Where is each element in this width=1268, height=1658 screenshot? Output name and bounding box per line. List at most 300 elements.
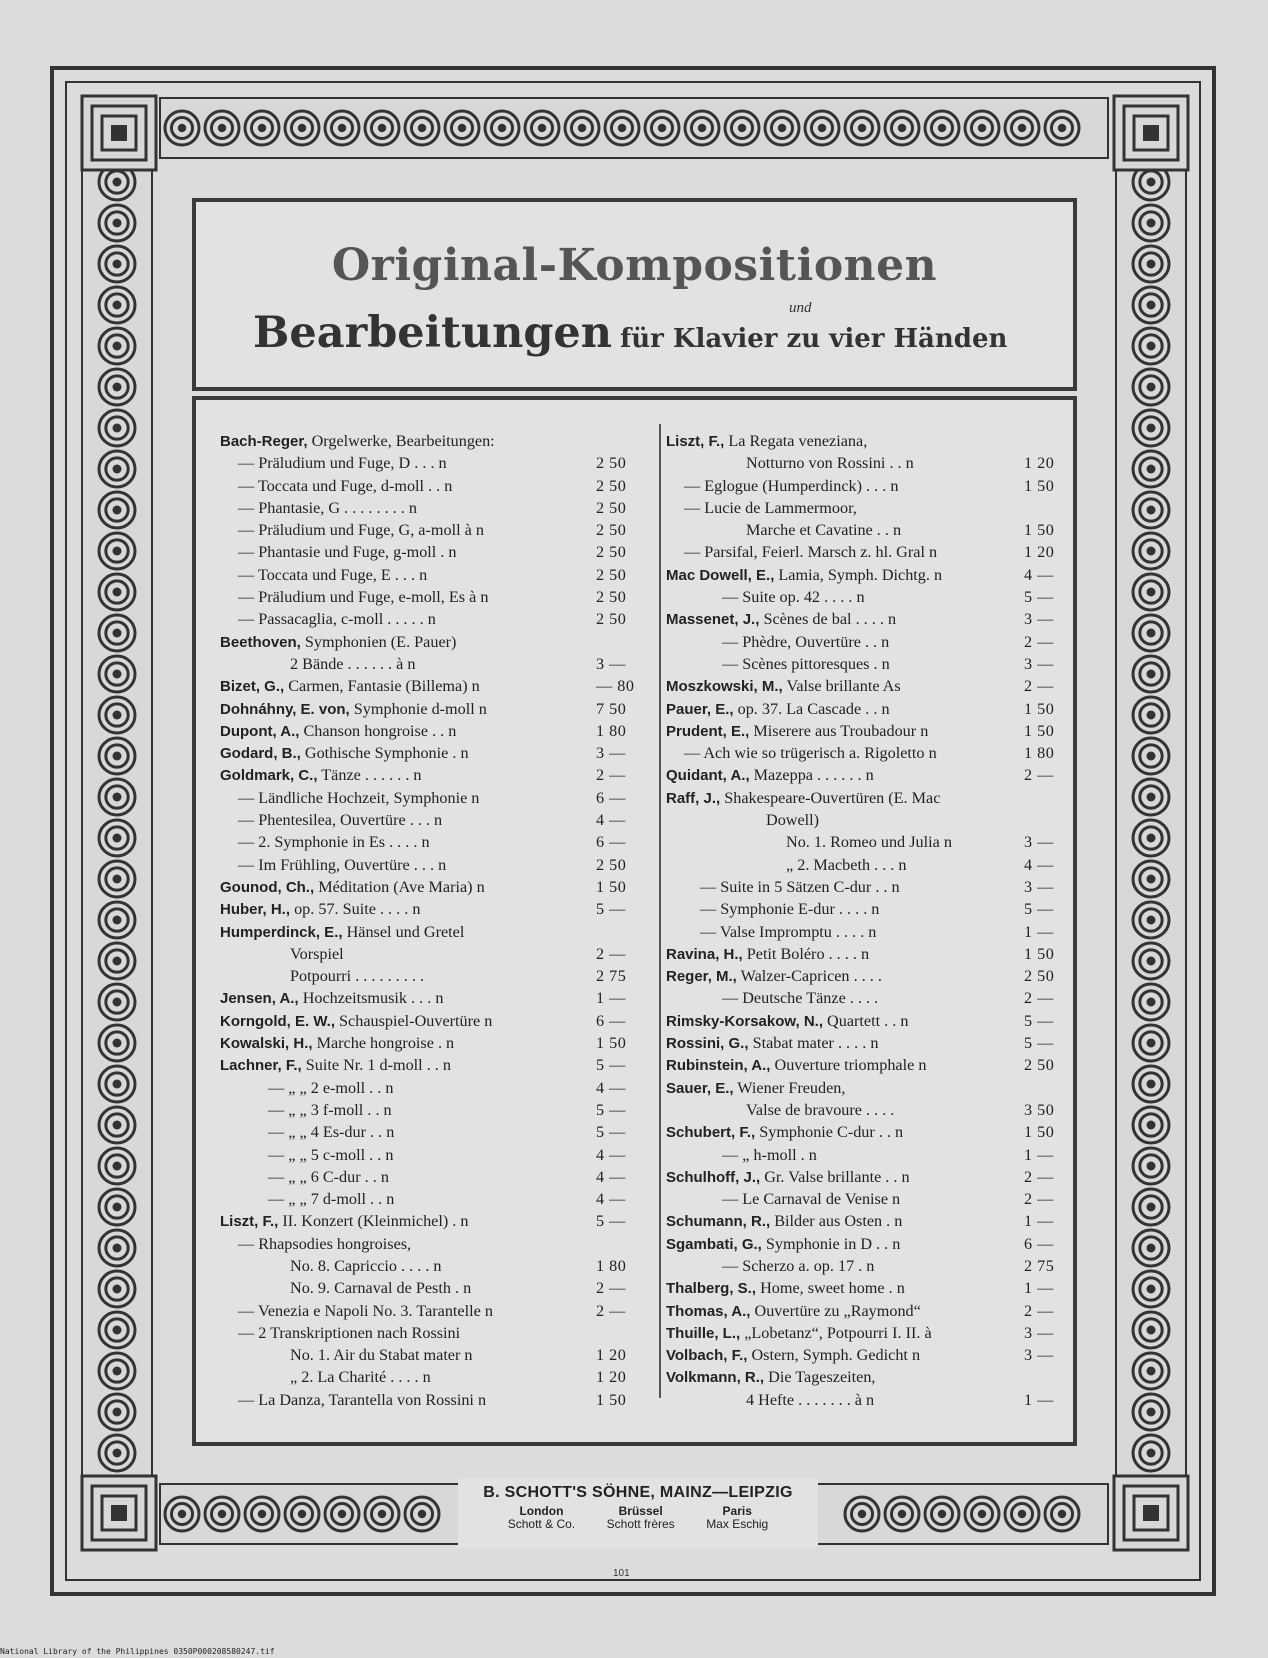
entry-title — [238, 787, 479, 809]
entry-title — [666, 698, 890, 721]
firm-name: Schott frères — [606, 1517, 675, 1531]
catalog-entry — [666, 1099, 1068, 1121]
entry-price: 5 — — [596, 1100, 626, 1119]
entry-title — [666, 787, 940, 810]
entry-title — [220, 720, 456, 743]
catalog-entry — [220, 497, 640, 519]
catalog-entry — [666, 653, 1068, 675]
catalog-entry — [220, 1054, 640, 1076]
catalog-entry — [220, 987, 640, 1009]
catalog-entry — [666, 608, 1068, 630]
work-title: — Toccata und Fuge, E . . . n — [238, 565, 428, 584]
work-title: Home, sweet home . n — [756, 1279, 905, 1298]
work-title: — Präludium und Fuge, D . . . n — [238, 454, 447, 473]
catalog-entry — [666, 764, 1068, 786]
title-box — [192, 198, 1077, 391]
entry-price: 1 — — [1024, 1279, 1054, 1298]
composer-name: Ravina, H., — [666, 945, 743, 963]
entry-title — [722, 1144, 817, 1166]
work-title: Hänsel und Gretel — [342, 922, 465, 941]
entry-price: 2 75 — [596, 967, 627, 986]
entry-title — [220, 1210, 468, 1233]
work-title: Hochzeitsmusik . . . n — [298, 989, 444, 1008]
catalog-entry — [666, 1322, 1068, 1344]
work-title: Symphonie C-dur . . n — [755, 1123, 904, 1142]
catalog-entry — [220, 854, 640, 876]
entry-title — [722, 1255, 874, 1277]
composer-name: Schulhoff, J., — [666, 1168, 761, 1186]
library-caption: National Library of the Philippines 0350P000208580247.tif — [0, 1647, 275, 1656]
entry-title — [220, 921, 464, 944]
catalog-entry — [666, 1300, 1068, 1322]
right-column — [666, 430, 1068, 1411]
catalog-entry — [666, 1188, 1068, 1210]
work-title: — Deutsche Tänze . . . . — [722, 989, 879, 1008]
publisher-city — [706, 1505, 768, 1531]
entry-price: 2 50 — [596, 521, 627, 540]
entry-title — [666, 1233, 900, 1256]
composer-name: Beethoven, — [220, 633, 301, 651]
entry-price: 6 — — [596, 1011, 626, 1030]
catalog-entry — [666, 452, 1068, 474]
entry-price: 3 — — [1024, 610, 1054, 629]
entry-title — [666, 1366, 875, 1389]
catalog-entry — [220, 764, 640, 786]
work-title: No. 8. Capriccio . . . . n — [290, 1256, 442, 1275]
catalog-entry — [220, 1077, 640, 1099]
catalog-entry — [666, 1389, 1068, 1411]
work-title: Walzer-Capricen . . . . — [736, 967, 882, 986]
work-title: Die Tageszeiten, — [764, 1368, 876, 1387]
entry-title — [666, 764, 874, 787]
composer-name: Bizet, G., — [220, 678, 285, 696]
entry-price: 3 — — [1024, 833, 1054, 852]
title-sub-big: Bearbeitungen — [253, 308, 613, 358]
entry-title — [666, 1277, 905, 1300]
catalog-entry — [666, 854, 1068, 876]
entry-price: 1 — — [1024, 922, 1054, 941]
entry-price: 4 — — [596, 1167, 626, 1186]
catalog-entry — [666, 1010, 1068, 1032]
work-title: — Ach wie so trügerisch a. Rigoletto n — [684, 744, 937, 763]
work-title: — Präludium und Fuge, e-moll, Es à n — [238, 588, 489, 607]
work-title: — Phantasie und Fuge, g-moll . n — [238, 543, 457, 562]
work-title: „ 2. La Charité . . . . n — [290, 1368, 431, 1387]
composer-name: Gounod, Ch., — [220, 878, 315, 896]
work-title: Symphonie d-moll n — [349, 699, 487, 718]
work-title: Stabat mater . . . . n — [748, 1034, 879, 1053]
entry-title — [666, 1166, 910, 1189]
work-title: — Parsifal, Feierl. Marsch z. hl. Gral n — [684, 543, 938, 562]
composer-name: Reger, M., — [666, 968, 737, 986]
work-title: — Passacaglia, c-moll . . . . . n — [238, 610, 436, 629]
work-title: 2 Bände . . . . . . à n — [290, 654, 416, 673]
work-title: — Valse Impromptu . . . . n — [700, 922, 877, 941]
catalog-entry — [666, 1121, 1068, 1143]
entry-title — [268, 1077, 393, 1099]
entry-price: 1 20 — [596, 1346, 627, 1365]
work-title: „Lobetanz“, Potpourri I. II. à — [740, 1323, 932, 1342]
work-title: „ 2. Macbeth . . . n — [786, 855, 907, 874]
catalog-entry — [220, 1188, 640, 1210]
work-title: Notturno von Rossini . . n — [746, 454, 914, 473]
catalog-entry — [666, 809, 1068, 831]
entry-title — [666, 1121, 903, 1144]
entry-price: 1 50 — [1024, 699, 1055, 718]
catalog-entry — [220, 541, 640, 563]
entry-price: 2 50 — [596, 588, 627, 607]
entry-title — [268, 1099, 392, 1121]
entry-price: 5 — — [1024, 1034, 1054, 1053]
work-title: Shakespeare-Ouvertüren (E. Mac — [720, 788, 941, 807]
catalog-entry — [666, 430, 1068, 452]
entry-price: 2 — — [596, 766, 626, 785]
entry-price: 4 — — [1024, 855, 1054, 874]
work-title: — „ „ 6 C-dur . . n — [268, 1167, 389, 1186]
work-title: — Phentesilea, Ouvertüre . . . n — [238, 811, 443, 830]
publisher-box — [458, 1478, 818, 1548]
entry-price: 1 — — [596, 989, 626, 1008]
entry-title — [684, 541, 937, 563]
work-title: No. 1. Romeo und Julia n — [786, 833, 952, 852]
composer-name: Moszkowski, M., — [666, 678, 783, 696]
entry-title — [722, 586, 865, 608]
entry-price: 2 — — [1024, 1167, 1054, 1186]
entry-title — [786, 831, 952, 853]
work-title: — Toccata und Fuge, d-moll . . n — [238, 476, 453, 495]
catalog-entry — [666, 631, 1068, 653]
work-title: La Regata veneziana, — [724, 432, 868, 450]
work-title: Orgelwerke, Bearbeitungen: — [307, 432, 495, 450]
entry-title — [268, 1188, 394, 1210]
entry-price: 2 50 — [596, 476, 627, 495]
plate-number: 101 — [613, 1568, 630, 1579]
entry-price: 2 — — [1024, 989, 1054, 1008]
entry-price: 4 — — [596, 1145, 626, 1164]
work-title: — „ „ 4 Es-dur . . n — [268, 1123, 395, 1142]
entry-price: 1 80 — [596, 1256, 627, 1275]
entry-price: 2 50 — [1024, 1056, 1055, 1075]
entry-title — [666, 1010, 908, 1033]
work-title: Lamia, Symph. Dichtg. n — [774, 565, 943, 584]
catalog-entry — [666, 1255, 1068, 1277]
entry-title — [666, 1322, 932, 1345]
composer-name: Thuille, L., — [666, 1324, 741, 1342]
composer-name: Mac Dowell, E., — [666, 566, 775, 584]
work-title: Ouverture triomphale n — [770, 1056, 927, 1075]
catalog-entry — [666, 519, 1068, 541]
composer-name: Jensen, A., — [220, 990, 299, 1008]
publisher-name: B. SCHOTT'S SÖHNE, MAINZ—LEIPZIG — [483, 1484, 793, 1501]
entry-title — [290, 1366, 431, 1388]
work-title: — Suite op. 42 . . . . n — [722, 588, 865, 607]
entry-title — [666, 1300, 921, 1323]
catalog-entry — [220, 586, 640, 608]
entry-price: 3 — — [1024, 1323, 1054, 1342]
composer-name: Pauer, E., — [666, 700, 734, 718]
entry-price: 1 50 — [596, 1390, 627, 1409]
catalog-entry — [220, 1210, 640, 1232]
entry-title — [684, 497, 857, 519]
work-title: Quartett . . n — [823, 1011, 909, 1030]
entry-title — [290, 965, 424, 987]
catalog-entry — [220, 608, 640, 630]
catalog-entry — [666, 1277, 1068, 1299]
entry-price: 1 50 — [596, 1034, 627, 1053]
entry-title — [666, 943, 869, 966]
work-title: Valse brillante As — [782, 677, 901, 696]
work-title: — Ländliche Hochzeit, Symphonie n — [238, 788, 480, 807]
entry-price: 7 50 — [596, 699, 627, 718]
composer-name: Godard, B., — [220, 745, 301, 763]
entry-price: 1 80 — [1024, 744, 1055, 763]
entry-title — [700, 898, 879, 920]
entry-price: 6 — — [1024, 1234, 1054, 1253]
work-title: — „ „ 7 d-moll . . n — [268, 1190, 395, 1209]
work-title: op. 37. La Cascade . . n — [733, 699, 890, 718]
catalog-entry — [220, 1344, 640, 1366]
title-sub-small: für Klavier zu vier Händen — [620, 324, 1008, 354]
entry-title — [238, 541, 457, 563]
catalog-entry — [666, 1210, 1068, 1232]
entry-title — [238, 1389, 486, 1411]
entry-title — [684, 475, 898, 497]
catalog-entry — [220, 943, 640, 965]
composer-name: Bach-Reger, — [220, 433, 308, 450]
entry-title — [684, 742, 937, 764]
catalog-entry — [666, 921, 1068, 943]
catalog-entry — [220, 1010, 640, 1032]
work-title: Symphonien (E. Pauer) — [300, 632, 457, 651]
entry-price: 4 — — [596, 811, 626, 830]
entry-price: 1 — — [1024, 1212, 1054, 1231]
entry-title — [220, 631, 456, 654]
entry-title — [722, 631, 889, 653]
entry-title — [220, 698, 487, 721]
entry-title — [268, 1144, 393, 1166]
entry-price: 2 50 — [596, 454, 627, 473]
entry-price: 1 50 — [1024, 1123, 1055, 1142]
work-title: 4 Hefte . . . . . . . à n — [746, 1390, 875, 1409]
catalog-entry — [220, 1121, 640, 1143]
entry-title — [290, 943, 344, 965]
catalog-entry — [220, 698, 640, 720]
catalog-entry — [220, 742, 640, 764]
entry-price: 3 — — [596, 654, 626, 673]
entry-title — [238, 1322, 460, 1344]
work-title: — Symphonie E-dur . . . . n — [700, 900, 880, 919]
entry-price: 5 — — [1024, 588, 1054, 607]
entry-price: 6 — — [596, 833, 626, 852]
entry-price: 1 50 — [596, 877, 627, 896]
entry-title — [238, 809, 442, 831]
composer-name: Raff, J., — [666, 789, 721, 807]
catalog-entry — [666, 564, 1068, 586]
catalog-entry — [666, 1144, 1068, 1166]
work-title: — Lucie de Lammermoor, — [684, 498, 857, 517]
catalog-entry — [220, 809, 640, 831]
entry-price: 1 20 — [596, 1368, 627, 1387]
entry-price: 4 — — [596, 1078, 626, 1097]
work-title: II. Konzert (Kleinmichel) . n — [278, 1212, 469, 1231]
entry-price: 3 — — [1024, 877, 1054, 896]
entry-title — [238, 608, 436, 630]
catalog-entry — [220, 675, 640, 697]
catalog-entry — [666, 831, 1068, 853]
composer-name: Rossini, G., — [666, 1035, 749, 1053]
entry-title — [746, 452, 914, 474]
entry-title — [238, 831, 430, 853]
entry-price: 2 — — [596, 944, 626, 963]
work-title: Petit Boléro . . . . n — [742, 944, 870, 963]
entry-title — [700, 876, 900, 898]
catalog-entry — [666, 965, 1068, 987]
work-title: — La Danza, Tarantella von Rossini n — [238, 1390, 487, 1409]
entry-title — [746, 1389, 874, 1411]
entry-title — [220, 1032, 454, 1055]
title-main: Original-Kompositionen — [331, 240, 938, 291]
entry-title — [290, 1344, 473, 1366]
work-title: — „ „ 5 c-moll . . n — [268, 1145, 394, 1164]
catalog-entry — [220, 631, 640, 653]
composer-name: Sauer, E., — [666, 1079, 734, 1097]
catalog-entry — [220, 564, 640, 586]
catalog-entry — [666, 876, 1068, 898]
work-title: Tänze . . . . . . n — [317, 766, 422, 785]
work-title: — Venezia e Napoli No. 3. Tarantelle n — [238, 1301, 493, 1320]
work-title: Marche hongroise . n — [312, 1034, 455, 1053]
catalog-entry — [666, 898, 1068, 920]
work-title: Ouvertüre zu „Raymond“ — [750, 1301, 921, 1320]
catalog-entry — [666, 720, 1068, 742]
catalog-entry — [666, 1166, 1068, 1188]
catalog-entry — [666, 1054, 1068, 1076]
catalog-entry — [220, 519, 640, 541]
work-title: Chanson hongroise . . n — [299, 721, 457, 740]
work-title: — „ „ 2 e-moll . . n — [268, 1078, 394, 1097]
entry-title — [220, 898, 420, 921]
catalog-entry — [220, 965, 640, 987]
entry-title — [290, 1255, 442, 1277]
entry-title — [666, 720, 928, 743]
work-title: Ostern, Symph. Gedicht n — [747, 1346, 921, 1365]
entry-price: 1 20 — [1024, 454, 1055, 473]
work-title: — Scènes pittoresques . n — [722, 654, 890, 673]
catalog-entry — [220, 1166, 640, 1188]
entry-title — [238, 452, 447, 474]
entry-price: 4 — — [1024, 565, 1054, 584]
entry-title — [666, 1210, 902, 1233]
entry-title — [238, 1300, 493, 1322]
composer-name: Huber, H., — [220, 901, 291, 919]
work-title: Suite Nr. 1 d-moll . . n — [301, 1056, 451, 1075]
catalog-entry — [666, 943, 1068, 965]
entry-price: 5 — — [596, 900, 626, 919]
entry-price: 2 — — [1024, 632, 1054, 651]
composer-name: Rimsky-Korsakow, N., — [666, 1012, 823, 1030]
entry-price: 1 50 — [1024, 944, 1055, 963]
work-title: Symphonie in D . . n — [761, 1234, 901, 1253]
catalog-entry — [220, 475, 640, 497]
catalog-entry — [220, 1144, 640, 1166]
catalog-entry — [666, 586, 1068, 608]
composer-name: Thalberg, S., — [666, 1280, 757, 1298]
entry-title — [666, 675, 901, 698]
entry-price: 2 50 — [1024, 967, 1055, 986]
entry-title — [238, 475, 452, 497]
entry-price: 5 — — [596, 1212, 626, 1231]
entry-title — [666, 564, 942, 587]
catalog-entry — [220, 876, 640, 898]
firm-name: Max Eschig — [706, 1517, 769, 1531]
work-title: Potpourri . . . . . . . . . — [290, 967, 424, 986]
work-title: Gr. Valse brillante . . n — [760, 1167, 910, 1186]
entry-price: 2 — — [596, 1279, 626, 1298]
entry-title — [238, 586, 488, 608]
entry-title — [722, 1188, 900, 1210]
work-title: — „ „ 3 f-moll . . n — [268, 1100, 392, 1119]
catalog-entry — [220, 831, 640, 853]
catalog-entry — [666, 698, 1068, 720]
work-title: — Scherzo a. op. 17 . n — [722, 1256, 875, 1275]
entry-title — [238, 854, 446, 876]
work-title: — 2 Transkriptionen nach Rossini — [238, 1323, 461, 1342]
composer-name: Lachner, F., — [220, 1057, 302, 1075]
entry-title — [666, 1077, 845, 1100]
left-column — [220, 430, 640, 1411]
publisher-city — [508, 1505, 575, 1531]
catalog-entry — [220, 1233, 640, 1255]
entry-title — [238, 519, 484, 541]
catalog-entry — [220, 1099, 640, 1121]
entry-price: 5 — — [1024, 900, 1054, 919]
catalog-entry — [220, 1389, 640, 1411]
entry-title — [220, 675, 480, 698]
entry-title — [238, 564, 427, 586]
entry-price: 2 — — [596, 1301, 626, 1320]
city-name: London — [519, 1504, 564, 1518]
entry-price: 1 — — [1024, 1145, 1054, 1164]
catalog-entry — [220, 1277, 640, 1299]
work-title: — Le Carnaval de Venise n — [722, 1190, 901, 1209]
composer-name: Sgambati, G., — [666, 1235, 762, 1253]
entry-price: 1 80 — [596, 721, 627, 740]
work-title: — 2. Symphonie in Es . . . . n — [238, 833, 430, 852]
catalog-entry — [666, 1032, 1068, 1054]
firm-name: Schott & Co. — [507, 1517, 576, 1531]
composer-name: Massenet, J., — [666, 611, 760, 629]
title-subtitle — [253, 308, 1007, 358]
entry-price: 1 50 — [1024, 521, 1055, 540]
entry-price: 3 50 — [1024, 1100, 1055, 1119]
composer-name: Volkmann, R., — [666, 1369, 765, 1387]
entry-title — [220, 987, 443, 1010]
city-name: Paris — [722, 1504, 752, 1518]
entry-title — [290, 1277, 471, 1299]
entry-title — [666, 608, 896, 631]
work-title: Méditation (Ave Maria) n — [314, 877, 485, 896]
entry-price: 5 — — [596, 1123, 626, 1142]
entry-title — [766, 809, 819, 831]
entry-title — [220, 764, 422, 787]
composer-name: Schubert, F., — [666, 1124, 756, 1142]
catalog-entry — [666, 1366, 1068, 1388]
catalog-entry — [666, 1344, 1068, 1366]
entry-title — [238, 497, 417, 519]
composer-name: Goldmark, C., — [220, 767, 318, 785]
composer-name: Liszt, F., — [220, 1213, 279, 1231]
entry-price: 2 — — [1024, 677, 1054, 696]
